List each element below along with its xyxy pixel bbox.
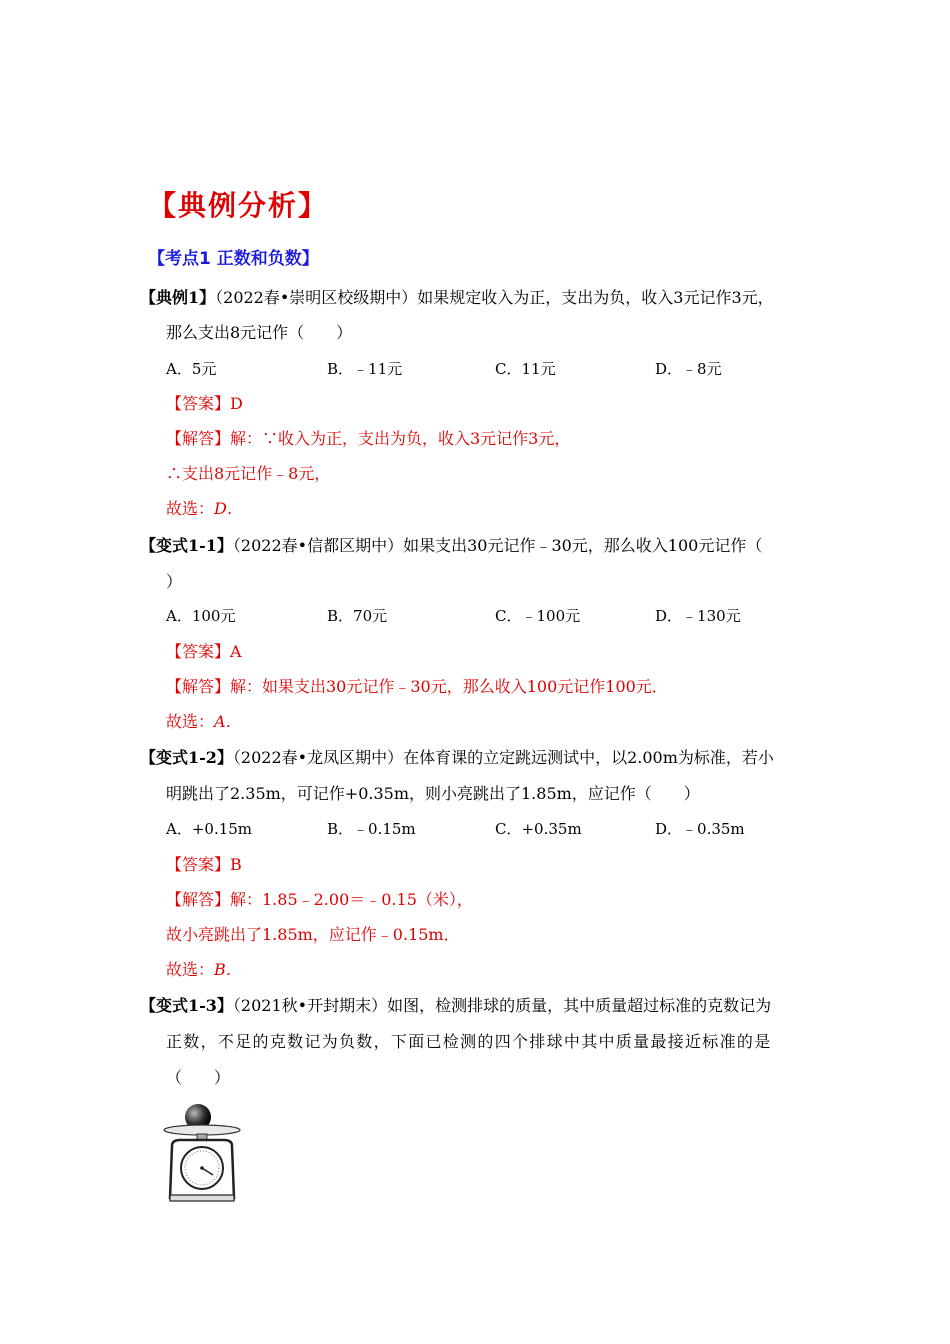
q3-solution-line1: 【解答】解：1.85﹣2.00＝﹣0.15（米）， <box>166 890 473 909</box>
q1-stem-line2: 那么支出8元记作（ ） <box>166 323 353 342</box>
q3-conclusion: 故选：B． <box>166 960 242 979</box>
q4-stem-line3: （ ） <box>166 1068 231 1087</box>
q2-option-b: B．70元 <box>327 607 388 625</box>
q1-solution-line2: ∴支出8元记作﹣8元， <box>166 464 331 483</box>
q1-option-a: A．5元 <box>166 360 217 378</box>
q3-tag: 【变式1-2】 <box>140 748 233 767</box>
q1-answer: 【答案】D <box>166 394 243 413</box>
q4-stem-line2: 正数，不足的克数记为负数，下面已检测的四个排球中其中质量最接近标准的是 <box>166 1032 772 1051</box>
q3-option-d: D．﹣0.35m <box>655 820 745 838</box>
q1-option-d: D．﹣8元 <box>655 360 722 378</box>
q2-conclusion: 故选：A． <box>166 712 242 731</box>
q2-tag: 【变式1-1】 <box>140 536 233 555</box>
q2-option-c: C．﹣100元 <box>495 607 581 625</box>
q2-answer: 【答案】A <box>166 642 242 661</box>
q1-option-c: C．11元 <box>495 360 556 378</box>
q1-option-b: B．﹣11元 <box>327 360 403 378</box>
q3-solution-line2: 故小亮跳出了1.85m，应记作﹣0.15m． <box>166 925 460 944</box>
q2-stem-line2: ） <box>166 572 183 591</box>
q4-stem-line1: 【变式1-3】（2021秋•开封期末）如图，检测排球的质量，其中质量超过标准的克数记为 <box>140 996 772 1015</box>
q3-option-c: C．+0.35m <box>495 820 582 838</box>
q1-solution-line1: 【解答】解：∵收入为正，支出为负，收入3元记作3元， <box>166 429 571 448</box>
q2-option-a: A．100元 <box>166 607 236 625</box>
q1-stem-line1: 【典例1】（2022春•崇明区校级期中）如果规定收入为正，支出为负，收入3元记作3元， <box>140 288 774 307</box>
q2-option-d: D．﹣130元 <box>655 607 741 625</box>
scale-with-ball-icon <box>162 1100 242 1205</box>
q4-tag: 【变式1-3】 <box>140 996 233 1015</box>
q3-option-a: A．+0.15m <box>166 820 253 838</box>
section-title: 【典例分析】 <box>148 189 329 222</box>
q3-answer: 【答案】B <box>166 855 242 874</box>
q2-solution-line1: 【解答】解：如果支出30元记作﹣30元，那么收入100元记作100元． <box>166 677 668 696</box>
topic-heading: 【考点1 正数和负数】 <box>148 249 319 269</box>
q3-stem-line1: 【变式1-2】（2022春•龙凤区期中）在体育课的立定跳远测试中，以2.00m为标准，若小 <box>140 748 774 767</box>
q1-conclusion: 故选：D． <box>166 499 243 518</box>
q3-stem-line2: 明跳出了2.35m，可记作+0.35m，则小亮跳出了1.85m，应记作（ ） <box>166 784 700 803</box>
q2-stem-line1: 【变式1-1】（2022春•信都区期中）如果支出30元记作﹣30元，那么收入100元记作（ <box>140 536 763 555</box>
q3-option-b: B．﹣0.15m <box>327 820 416 838</box>
q1-tag: 【典例1】 <box>140 288 216 307</box>
